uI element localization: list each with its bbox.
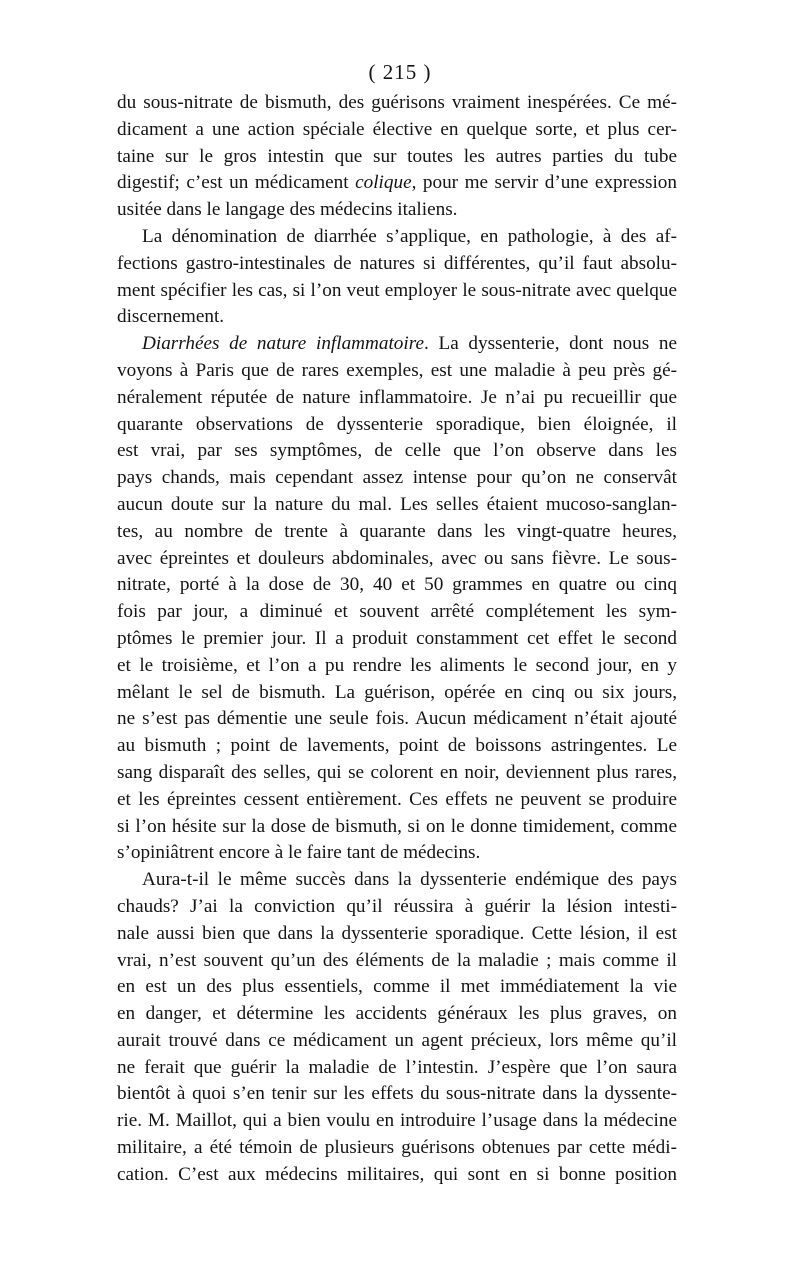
text-line: en danger, et détermine les accidents généraux les plus graves, on (117, 1003, 677, 1025)
text-line: fections gastro-intestinales de natures si différentes, qu’il faut absolu- (117, 252, 677, 274)
text-line: est vrai, par ses symptômes, de celle que l’on observe dans les (117, 440, 677, 462)
text-line: ptômes le premier jour. Il a produit constamment cet effet le second (117, 627, 677, 649)
text-line: aurait trouvé dans ce médicament un agent précieux, lors même qu’il (117, 1029, 677, 1051)
section-heading-italic: Diarrhées de nature inflammatoire (142, 333, 424, 355)
text-line: voyons à Paris que de rares exemples, est une maladie à peu près gé- (117, 359, 677, 381)
text-line: rie. M. Maillot, qui a bien voulu en introduire l’usage dans la médecine (117, 1110, 677, 1132)
text-line: ne ferait que guérir la maladie de l’intestin. J’espère que l’on saura (117, 1056, 677, 1078)
text-line: nale aussi bien que dans la dyssenterie sporadique. Cette lésion, il est (117, 922, 677, 944)
text-line: ment spécifier les cas, si l’on veut employer le sous-nitrate avec quelque (117, 279, 677, 301)
paragraph-end-line: discernement. (117, 306, 225, 328)
text-line: vrai, n’est souvent qu’un des éléments de la maladie ; mais comme il (117, 949, 677, 971)
text-run: . La dyssenterie, dont nous ne (424, 333, 677, 355)
text-line: taine sur le gros intestin que sur toutes les autres parties du tube (117, 145, 677, 167)
paragraph-first-line (117, 331, 677, 358)
text-line: militaire, a été témoin de plusieurs guérisons obtenues par cette médi- (117, 1137, 677, 1159)
text-line: mêlant le sel de bismuth. La guérison, opérée en cinq ou six jours, (117, 681, 677, 703)
text-line: néralement réputée de nature inflammatoire. Je n’ai pu recueillir que (117, 386, 677, 408)
text-line: en est un des plus essentiels, comme il met immédiatement la vie (117, 976, 677, 998)
page-number: ( 215 ) (368, 60, 432, 84)
text-line: pays chands, mais cependant assez intense pour qu’on ne conservât (117, 467, 677, 489)
text-line: au bismuth ; point de lavements, point de boissons astringentes. Le (117, 735, 677, 757)
text-line: fois par jour, a diminué et souvent arrêté complétement les sym- (117, 601, 677, 623)
text-line: quarante observations de dyssenterie sporadique, bien éloignée, il (117, 413, 677, 435)
italic-term: colique (355, 172, 412, 194)
text-line: aucun doute sur la nature du mal. Les selles étaient mucoso-sanglan- (117, 493, 677, 515)
paragraph-end-line: usitée dans le langage des médecins italiens. (117, 199, 458, 221)
paragraph-first-line: Aura-t-il le même succès dans la dyssenterie endémique des pays (142, 869, 677, 891)
text-line (117, 170, 677, 197)
text-run: , pour me servir d’une expression (411, 172, 677, 194)
text-line: et les épreintes cessent entièrement. Ces effets ne peuvent se produire (117, 788, 677, 810)
text-line: du sous-nitrate de bismuth, des guérisons vraiment inespérées. Ce mé- (117, 92, 677, 113)
text-line: ne s’est pas démentie une seule fois. Aucun médicament n’était ajouté (117, 708, 677, 730)
text-run: digestif; c’est un médicament (117, 172, 356, 194)
text-line: sang disparaît des selles, qui se colorent en noir, deviennent plus rares, (117, 761, 677, 783)
body-text (117, 90, 677, 1189)
paragraph-end-line: s’opiniâtrent encore à le faire tant de médecins. (117, 842, 481, 864)
text-line: tes, au nombre de trente à quarante dans les vingt-quatre heures, (117, 520, 677, 542)
text-line: et le troisième, et l’on a pu rendre les aliments le second jour, en y (117, 654, 677, 676)
text-line: bientôt à quoi s’en tenir sur les effets du sous-nitrate dans la dyssente- (117, 1083, 677, 1105)
text-line: dicament a une action spéciale élective en quelque sorte, et plus cer- (117, 118, 677, 140)
text-line: cation. C’est aux médecins militaires, qui sont en si bonne position (117, 1163, 677, 1185)
text-line: nitrate, porté à la dose de 30, 40 et 50 grammes en quatre ou cinq (117, 574, 677, 596)
paragraph-first-line: La dénomination de diarrhée s’applique, en pathologie, à des af- (142, 225, 677, 247)
text-line: avec épreintes et douleurs abdominales, avec ou sans fièvre. Le sous- (117, 547, 677, 569)
text-line: si l’on hésite sur la dose de bismuth, si on le donne timidement, comme (117, 815, 677, 837)
text-line: chauds? J’ai la conviction qu’il réussira à guérir la lésion intesti- (117, 895, 677, 917)
